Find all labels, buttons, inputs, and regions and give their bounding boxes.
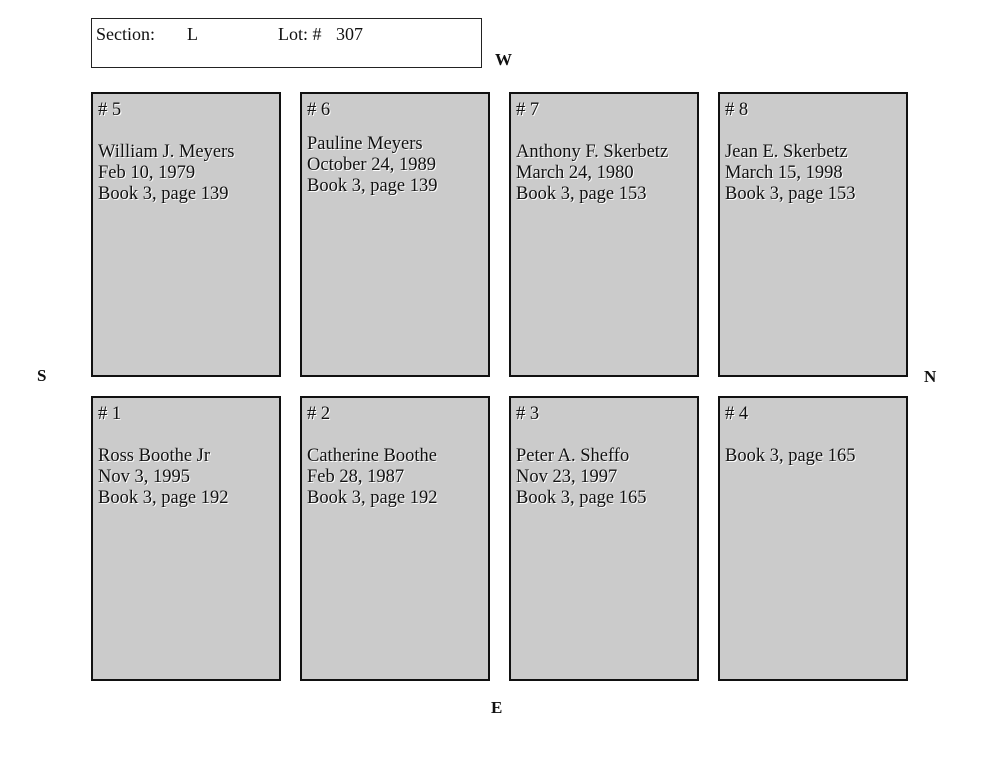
- plot-details: [307, 446, 438, 509]
- plot-number: # 2: [307, 404, 331, 424]
- plot-detail-line: Book 3, page 165: [725, 446, 856, 466]
- burial-plot: [300, 396, 490, 681]
- direction-north: N: [924, 367, 937, 386]
- plot-detail-line: Peter A. Sheffo: [516, 446, 630, 466]
- plot-detail-line: Pauline Meyers: [307, 134, 423, 154]
- burial-plot: [509, 396, 699, 681]
- plot-detail-line: Feb 28, 1987: [307, 467, 405, 487]
- plot-details: [725, 142, 856, 205]
- plot-number: # 1: [98, 404, 122, 424]
- plot-detail-line: Book 3, page 165: [516, 488, 647, 508]
- direction-south: S: [37, 366, 47, 385]
- plot-details: [516, 142, 668, 205]
- plot-details: [98, 142, 234, 205]
- plot-detail-line: Book 3, page 192: [98, 488, 229, 508]
- plot-number: # 4: [725, 404, 749, 424]
- plot-number: # 7: [516, 100, 540, 120]
- plot-detail-line: Book 3, page 139: [98, 184, 229, 204]
- burial-plot: [718, 396, 908, 681]
- plot-detail-line: Ross Boothe Jr: [98, 446, 211, 466]
- plot-detail-line: Feb 10, 1979: [98, 163, 196, 183]
- direction-east: E: [491, 698, 503, 717]
- direction-west: W: [495, 50, 512, 69]
- plot-detail-line: Book 3, page 139: [307, 176, 438, 196]
- burial-plot: [91, 92, 281, 377]
- lot-value: 307: [336, 24, 363, 44]
- plot-detail-line: Anthony F. Skerbetz: [516, 142, 669, 162]
- lot-header-box: [91, 18, 482, 68]
- section-label: Section:: [96, 24, 155, 44]
- plot-detail-line: Book 3, page 153: [725, 184, 856, 204]
- plot-detail-line: William J. Meyers: [98, 142, 235, 162]
- plot-detail-line: Book 3, page 153: [516, 184, 647, 204]
- plot-number: # 8: [725, 100, 749, 120]
- plot-details: [307, 134, 438, 197]
- plot-detail-line: March 15, 1998: [725, 163, 843, 183]
- plot-number: # 5: [98, 100, 122, 120]
- plot-detail-line: March 24, 1980: [516, 163, 634, 183]
- plot-number: # 3: [516, 404, 540, 424]
- plot-detail-line: October 24, 1989: [307, 155, 436, 175]
- section-value: L: [187, 24, 198, 44]
- plot-detail-line: Catherine Boothe: [307, 446, 437, 466]
- plot-number: # 6: [307, 100, 331, 120]
- plot-detail-line: Book 3, page 192: [307, 488, 438, 508]
- plot-detail-line: Nov 23, 1997: [516, 467, 618, 487]
- plot-details: [516, 446, 647, 509]
- plot-detail-line: Jean E. Skerbetz: [725, 142, 848, 162]
- burial-plot: [509, 92, 699, 377]
- plot-details: [725, 446, 856, 467]
- lot-label: Lot: #: [278, 24, 322, 44]
- burial-plot: [718, 92, 908, 377]
- plot-detail-line: Nov 3, 1995: [98, 467, 190, 487]
- burial-plot: [300, 92, 490, 377]
- plot-details: [98, 446, 229, 509]
- burial-plot: [91, 396, 281, 681]
